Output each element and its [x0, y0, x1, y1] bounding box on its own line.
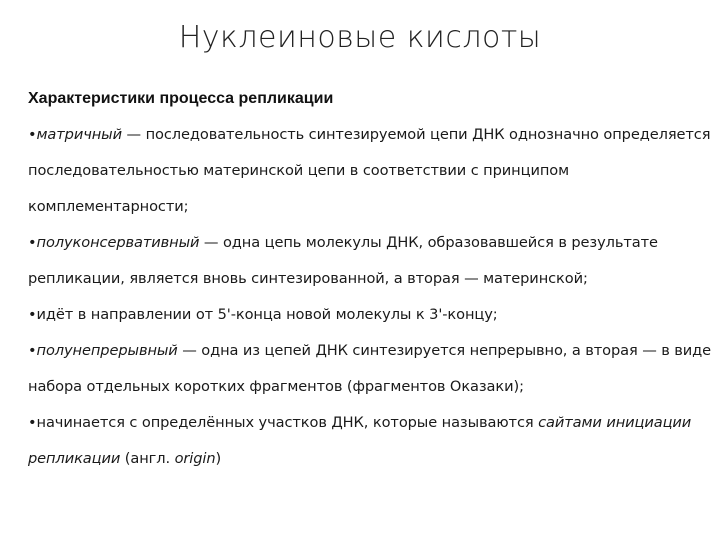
bullet-marker: • — [28, 126, 37, 143]
bullet-text: начинается с определённых участков ДНК, которые называются — [36, 414, 539, 431]
bullet-term: сайтами инициации репликации — [28, 414, 692, 467]
bullet-text: — одна цепь молекулы ДНК, образовавшейся в результате репликации, является вновь синтезированной, а вторая — материнской; — [28, 234, 658, 287]
bullet-marker: • — [28, 342, 37, 359]
bullet-text: — одна из цепей ДНК синтезируется непрерывно, а вторая — в виде набора отдельных коротких фрагментов (фрагментов Оказаки); — [28, 342, 712, 395]
bullet-term: матричный — [36, 126, 122, 143]
bullet-item-semidiscontinuous — [28, 333, 712, 405]
bullet-text: — последовательность синтезируемой цепи ДНК однозначно определяется последовательностью материнской цепи в соответствии с принципом комплементарности; — [28, 126, 711, 215]
bullet-text: (англ. — [120, 450, 175, 467]
bullet-item-template-matrix — [28, 117, 712, 225]
bullet-marker: • — [28, 234, 37, 251]
bullet-term: origin — [174, 450, 216, 467]
slide-title: Нуклеиновые кислоты — [178, 20, 542, 55]
bullet-list — [28, 117, 712, 477]
bullet-term: полуконсервативный — [36, 234, 200, 251]
bullet-marker: • — [28, 414, 37, 431]
slide-subtitle: Характеристики процесса репликации — [28, 90, 334, 107]
bullet-term: полунепрерывный — [36, 342, 178, 359]
bullet-marker: • — [28, 306, 37, 323]
bullet-item-semiconservative — [28, 225, 712, 297]
bullet-text: ) — [215, 450, 222, 467]
bullet-item-direction — [28, 297, 712, 333]
bullet-item-origin — [28, 405, 712, 477]
bullet-text: идёт в направлении от 5'-конца новой молекулы к 3'-концу; — [36, 306, 498, 323]
